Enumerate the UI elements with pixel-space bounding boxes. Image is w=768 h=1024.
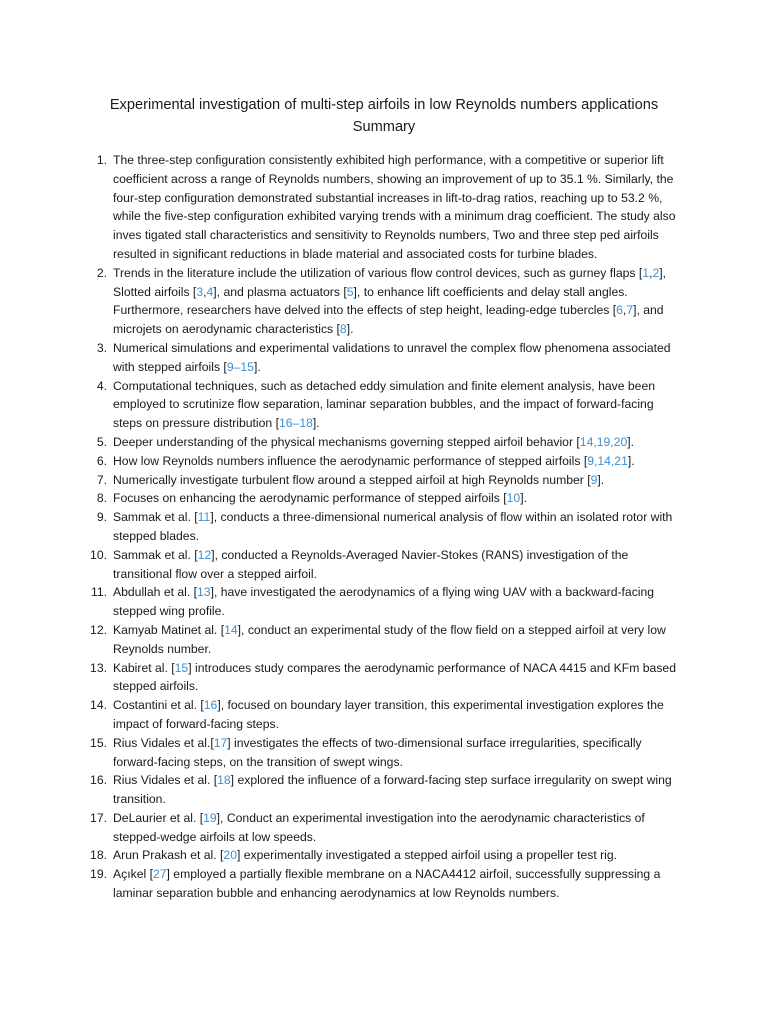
citation-link[interactable]: 9 [590,472,598,487]
list-item-number: 16. [90,773,107,788]
text-segment: ], focused on boundary layer transition, this experimental investigation explores the impact of forward-facing steps. [113,698,664,731]
summary-list [82,151,686,903]
list-item-text [113,510,672,543]
list-item-number: 18. [90,848,107,863]
list-item [82,433,686,452]
list-item [82,659,686,697]
citation-link[interactable]: 15 [174,660,189,675]
list-item-number: 3. [96,340,107,355]
list-item [82,621,686,659]
list-item [82,489,686,508]
citation-link[interactable]: 16–18 [278,416,313,431]
text-segment: ], Conduct an experimental investigation into the aerodynamic characteristics of stepped-wedge airfoils at low speeds. [113,810,645,844]
list-item-text [113,698,664,731]
list-item-number: 6. [96,453,107,468]
text-segment: ] experimentally investigated a stepped airfoil using a propeller test rig. [236,848,618,863]
text-segment: ]. [253,359,261,374]
list-item-text [113,848,617,862]
list-item-text [113,773,672,806]
list-item [82,734,686,772]
text-segment: ]. [520,491,527,506]
citation-link[interactable]: 14 [224,622,238,637]
text-segment: ] explored the influence of a forward-facing step surface irregularity on swept wing transition. [113,773,672,807]
citation-link[interactable]: 16 [203,698,218,713]
citation-link[interactable]: 10 [506,491,521,506]
citation-link[interactable]: 19 [203,810,217,825]
list-item-text [113,341,671,374]
list-item-number: 1. [96,153,107,167]
list-item-number: 9. [96,510,107,525]
text-segment: ], and plasma actuators [ [213,284,347,299]
document-title: Experimental investigation of multi-step airfoils in low Reynolds numbers applications Summary [109,97,659,135]
list-item-text [113,736,642,769]
text-segment: ], Slotted airfoils [ [113,265,667,299]
list-item [82,865,686,903]
list-item-text [113,661,676,694]
citation-link[interactable]: 18 [217,773,231,788]
list-item-number: 4. [96,378,107,393]
list-item [82,471,686,490]
list-item-text [113,548,628,581]
list-item [82,696,686,734]
text-segment: ]. [627,434,635,449]
citation-link[interactable]: 9,14,21 [587,453,628,468]
list-item-number: 8. [96,491,107,506]
citation-link[interactable]: 4 [206,284,214,299]
list-item [82,508,686,546]
list-item [82,264,686,339]
citation-link[interactable]: 1 [642,265,650,280]
text-segment: ], to enhance lift coefficients and delay stall angles. Furthermore, researchers have delved into the effects of step height, leading-edge tubercles [ [113,284,628,318]
citation-link[interactable]: 5 [346,284,354,299]
text-segment: , [203,284,207,299]
list-item-number: 5. [96,434,107,449]
citation-link[interactable]: 8 [339,322,347,337]
text-segment: Abdullah et al. [ [113,585,198,600]
text-segment: ] employed a partially flexible membrane on a NACA4412 airfoil, successfully suppressing a laminar separation bubble and enhancing aerodynamics at low Reynolds numbers. [113,867,661,901]
list-item-number: 12. [90,622,107,637]
text-segment: Rius Vidales et al. [ [113,773,218,788]
citation-link[interactable]: 9–15 [226,359,254,374]
citation-link[interactable]: 11 [197,510,211,525]
list-item-text [113,623,666,656]
text-segment: ], have investigated the aerodynamics of a flying wing UAV with a backward-facing stepped wing profile. [113,585,655,619]
list-item-text [113,811,645,844]
text-segment: ]. [627,453,635,468]
list-item-number: 15. [90,735,107,750]
text-segment: ] introduces study compares the aerodynamic performance of NACA 4415 and KFm based stepped airfoils. [113,660,676,694]
list-item-number: 14. [90,698,107,713]
text-segment: Rius Vidales et al.[ [113,735,214,750]
list-item-number: 2. [96,265,107,280]
list-item-text [113,435,634,449]
text-segment: ], and microjets on aerodynamic characteristics [ [113,303,664,337]
citation-link[interactable]: 3 [196,284,204,299]
text-segment: DeLaurier et al. [ [113,810,204,825]
list-item [82,809,686,847]
citation-link[interactable]: 7 [626,303,634,318]
list-item-text [113,585,654,618]
list-item-text [113,266,666,336]
text-segment: Focuses on enhancing the aerodynamic performance of stepped airfoils [ [113,491,507,506]
citation-link[interactable]: 13 [197,585,211,600]
citation-link[interactable]: 20 [223,848,237,863]
text-segment: Trends in the literature include the utilization of various flow control devices, such as gurney flaps [ [113,265,643,280]
list-item [82,771,686,809]
text-segment: Sammak et al. [ [113,547,198,562]
text-segment: Açıkel [ [113,867,153,882]
text-segment: Deeper understanding of the physical mechanisms governing stepped airfoil behavior [ [113,434,580,449]
list-item [82,377,686,433]
text-segment: Computational techniques, such as detached eddy simulation and finite element analysis, have been employed to scrutinize flow separation, laminar separation bubbles, and the impact of forward-facing steps on pressure distribution [ [113,378,656,431]
list-item-number: 17. [90,810,107,825]
text-segment: Costantini et al. [ [113,698,204,713]
list-item-number: 7. [96,472,107,487]
list-item-text [113,153,676,261]
citation-link[interactable]: 17 [213,735,228,750]
list-item [82,583,686,621]
text-segment: , [649,265,653,280]
text-segment: , [622,303,627,318]
list-item-number: 10. [90,547,107,562]
list-item-number: 11. [90,585,107,600]
citation-link[interactable]: 27 [152,867,167,882]
text-segment: Numerically investigate turbulent flow around a stepped airfoil at high Reynolds number [ [113,472,591,487]
list-item [82,339,686,377]
list-item [82,546,686,584]
text-segment: ]. [312,416,320,431]
text-segment: ], conducts a three-dimensional numerical analysis of flow within an isolated rotor with stepped blades. [113,510,673,543]
text-segment: ] investigates the effects of two-dimensional surface irregularities, specifically forward-facing steps, on the transition of swept wings. [113,735,642,769]
citation-link[interactable]: 2 [652,265,660,280]
list-item-text [113,379,655,431]
list-item-text [113,473,604,487]
list-item [82,452,686,471]
citation-link[interactable]: 6 [616,303,623,318]
text-segment: ]. [346,322,354,337]
text-segment: Numerical simulations and experimental validations to unravel the complex flow phenomena associated with stepped airfoils [ [113,340,671,374]
citation-link[interactable]: 12 [197,547,212,562]
text-segment: Sammak et al. [ [113,510,198,525]
text-segment: ]. [597,472,605,487]
text-segment: How low Reynolds numbers influence the aerodynamic performance of stepped airfoils [ [113,453,588,468]
list-item [82,151,686,264]
list-item [82,846,686,865]
citation-link[interactable]: 14,19,20 [579,434,628,449]
text-segment: ], conduct an experimental study of the flow field on a stepped airfoil at very low Reynolds number. [113,622,666,656]
text-segment: ], conducted a Reynolds-Averaged Navier-Stokes (RANS) investigation of the transitional flow over a stepped airfoil. [113,547,629,581]
text-segment: The three-step configuration consistently exhibited high performance, with a competitive or superior lift coefficient across a range of Reynolds numbers, showing an improvement of up to 35.1 %. Similarly, the four-step configuration demonstrated substantial increases in lift-to-drag ratios, reaching up to 53.2 %, while the five-step configuration exhibited varying trends with a minimum drag coefficient. The study also inves tigated stall characteristics and sensitivity to Reynolds numbers, Two and three step ped airfoils resulted in significant reductions in blade material and associated costs for turbine blades. [113,153,676,261]
list-item-text [113,491,527,505]
text-segment: Arun Prakash et al. [ [113,848,224,863]
list-item-text [113,454,635,468]
text-segment: Kamyab Matinet al. [ [113,622,225,637]
list-item-number: 13. [90,660,107,675]
list-item-text [113,867,660,900]
list-item-number: 19. [90,867,107,882]
text-segment: Kabiret al. [ [113,660,175,675]
